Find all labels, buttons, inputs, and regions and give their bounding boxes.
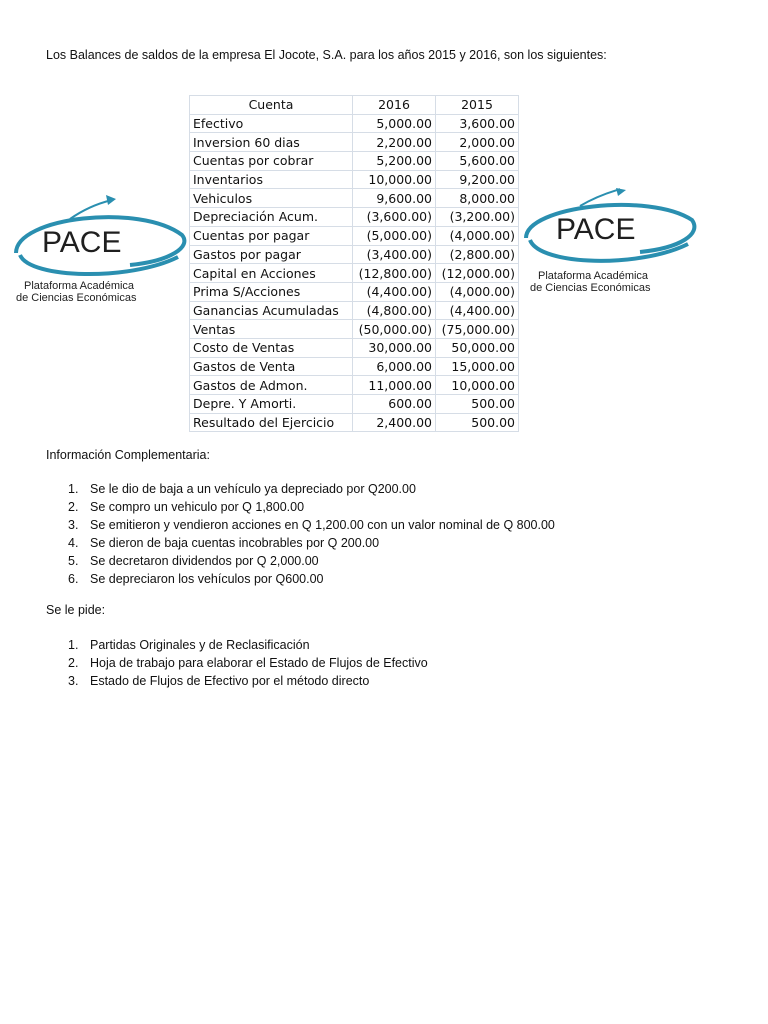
table-row	[190, 208, 519, 227]
cell-2015: 5,600.00	[436, 152, 519, 171]
table-row	[190, 376, 519, 395]
cell-cuenta: Prima S/Acciones	[190, 282, 353, 301]
cell-cuenta: Gastos por pagar	[190, 245, 353, 264]
cell-cuenta: Depre. Y Amorti.	[190, 395, 353, 414]
header-2015: 2015	[436, 96, 519, 115]
table-row	[190, 189, 519, 208]
cell-2015: (12,000.00)	[436, 264, 519, 283]
table-header-row	[190, 96, 519, 115]
cell-2016: (4,400.00)	[353, 282, 436, 301]
list-number: 2.	[68, 500, 79, 514]
cell-cuenta: Depreciación Acum.	[190, 208, 353, 227]
table-row	[190, 357, 519, 376]
list-item	[46, 672, 428, 690]
cell-2016: (5,000.00)	[353, 226, 436, 245]
list-item	[46, 534, 555, 552]
pace-logo-right	[520, 188, 702, 303]
cell-2015: (3,200.00)	[436, 208, 519, 227]
table-row	[190, 264, 519, 283]
cell-2016: 5,200.00	[353, 152, 436, 171]
list-item-text: Se depreciaron los vehículos por Q600.00	[90, 572, 324, 586]
list-item-text: Se decretaron dividendos por Q 2,000.00	[90, 554, 319, 568]
cell-cuenta: Efectivo	[190, 114, 353, 133]
cell-2016: 6,000.00	[353, 357, 436, 376]
list-item	[46, 552, 555, 570]
cell-cuenta: Resultado del Ejercicio	[190, 413, 353, 432]
logo-brand: PACE	[556, 213, 636, 246]
logo-line1: Plataforma Académica	[538, 270, 649, 282]
table-row	[190, 395, 519, 414]
complementaria-title: Información Complementaria:	[46, 448, 210, 462]
table-row	[190, 226, 519, 245]
cell-cuenta: Inversion 60 dias	[190, 133, 353, 152]
pide-title: Se le pide:	[46, 603, 106, 617]
cell-2016: 600.00	[353, 395, 436, 414]
table-row	[190, 338, 519, 357]
cell-2016: (3,600.00)	[353, 208, 436, 227]
cell-2016: (3,400.00)	[353, 245, 436, 264]
cell-cuenta: Gastos de Venta	[190, 357, 353, 376]
list-item	[46, 498, 555, 516]
balances-table	[189, 95, 519, 432]
list-number: 1.	[68, 638, 79, 652]
table-row	[190, 320, 519, 339]
cell-2015: 500.00	[436, 395, 519, 414]
list-number: 1.	[68, 482, 79, 496]
intro-text: Los Balances de saldos de la empresa El Jocote, S.A. para los años 2015 y 2016, son los siguientes:	[46, 48, 607, 62]
pace-logo-left	[10, 195, 192, 310]
cell-cuenta: Cuentas por cobrar	[190, 152, 353, 171]
complementaria-list	[46, 480, 555, 588]
list-item	[46, 516, 555, 534]
list-number: 5.	[68, 554, 79, 568]
cell-2015: (4,400.00)	[436, 301, 519, 320]
list-number: 3.	[68, 674, 79, 688]
table-row	[190, 282, 519, 301]
table-row	[190, 413, 519, 432]
cell-2016: 2,400.00	[353, 413, 436, 432]
list-item	[46, 654, 428, 672]
list-item-text: Partidas Originales y de Reclasificación	[90, 638, 310, 652]
logo-brand: PACE	[42, 226, 122, 259]
list-item-text: Estado de Flujos de Efectivo por el método directo	[90, 674, 370, 688]
list-item-text: Hoja de trabajo para elaborar el Estado de Flujos de Efectivo	[90, 656, 428, 670]
header-cuenta: Cuenta	[190, 96, 353, 115]
logo-line1: Plataforma Académica	[24, 280, 135, 292]
cell-2015: 50,000.00	[436, 338, 519, 357]
cell-2016: (4,800.00)	[353, 301, 436, 320]
cell-cuenta: Inventarios	[190, 170, 353, 189]
list-item	[46, 480, 555, 498]
cell-2016: (50,000.00)	[353, 320, 436, 339]
list-number: 6.	[68, 572, 79, 586]
table-row	[190, 133, 519, 152]
list-item	[46, 570, 555, 588]
cell-2015: 500.00	[436, 413, 519, 432]
list-item-text: Se le dio de baja a un vehículo ya depreciado por Q200.00	[90, 482, 416, 496]
list-number: 4.	[68, 536, 79, 550]
pide-list	[46, 636, 428, 690]
cell-2015: 2,000.00	[436, 133, 519, 152]
cell-2016: 10,000.00	[353, 170, 436, 189]
cell-cuenta: Gastos de Admon.	[190, 376, 353, 395]
table-row	[190, 170, 519, 189]
cell-cuenta: Costo de Ventas	[190, 338, 353, 357]
list-number: 2.	[68, 656, 79, 670]
cell-cuenta: Cuentas por pagar	[190, 226, 353, 245]
cell-2015: 9,200.00	[436, 170, 519, 189]
cell-2015: (4,000.00)	[436, 282, 519, 301]
list-item-text: Se emitieron y vendieron acciones en Q 1,200.00 con un valor nominal de Q 800.00	[90, 518, 555, 532]
cell-2016: 9,600.00	[353, 189, 436, 208]
cell-2015: (4,000.00)	[436, 226, 519, 245]
cell-2016: 2,200.00	[353, 133, 436, 152]
logo-line2: de Ciencias Económicas	[16, 292, 137, 304]
cell-2016: (12,800.00)	[353, 264, 436, 283]
cell-2015: 8,000.00	[436, 189, 519, 208]
list-item-text: Se dieron de baja cuentas incobrables por Q 200.00	[90, 536, 380, 550]
cell-cuenta: Ventas	[190, 320, 353, 339]
logo-line2: de Ciencias Económicas	[530, 282, 651, 294]
cell-cuenta: Vehiculos	[190, 189, 353, 208]
cell-cuenta: Ganancias Acumuladas	[190, 301, 353, 320]
table-row	[190, 114, 519, 133]
cell-2015: (2,800.00)	[436, 245, 519, 264]
cell-2015: 3,600.00	[436, 114, 519, 133]
list-item-text: Se compro un vehiculo por Q 1,800.00	[90, 500, 305, 514]
table-row	[190, 152, 519, 171]
list-item	[46, 636, 428, 654]
table-row	[190, 301, 519, 320]
cell-2015: (75,000.00)	[436, 320, 519, 339]
cell-2016: 5,000.00	[353, 114, 436, 133]
header-2016: 2016	[353, 96, 436, 115]
cell-2015: 15,000.00	[436, 357, 519, 376]
cell-cuenta: Capital en Acciones	[190, 264, 353, 283]
table-row	[190, 245, 519, 264]
cell-2016: 11,000.00	[353, 376, 436, 395]
list-number: 3.	[68, 518, 79, 532]
cell-2015: 10,000.00	[436, 376, 519, 395]
cell-2016: 30,000.00	[353, 338, 436, 357]
